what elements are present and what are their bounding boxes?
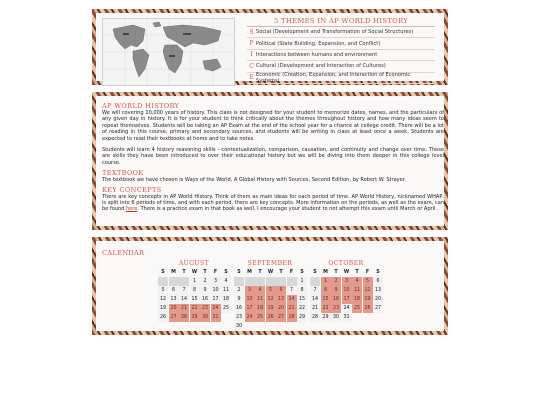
- weekday-header: S: [158, 268, 168, 277]
- calendar-day: 14: [180, 297, 188, 303]
- calendar-day: 2: [234, 286, 244, 295]
- calendar-day: 28: [180, 315, 188, 321]
- calendar-day: 1: [321, 277, 331, 286]
- calendar-day: 30: [332, 315, 340, 321]
- calendar-day: 7: [179, 286, 189, 295]
- calendar-day: 1: [190, 277, 200, 286]
- weekday-header: M: [245, 268, 255, 277]
- calendar-day: 12: [267, 297, 274, 303]
- calendar-day: 7: [287, 286, 297, 295]
- weekday-header: T: [276, 268, 286, 277]
- calendar-day: 3: [245, 286, 255, 295]
- theme-row: [247, 38, 435, 49]
- empty-day: [266, 277, 276, 286]
- calendar-day: 14: [311, 297, 319, 303]
- calendar-day: 22: [298, 306, 306, 312]
- calendar-day: 30: [201, 315, 209, 321]
- empty-day: [245, 277, 255, 286]
- weekday-header: W: [266, 268, 276, 277]
- calendar-day: 22: [322, 306, 329, 312]
- empty-day: [287, 277, 297, 286]
- intro-paragraph-2: Students will learn 4 history reasoning skills - contextualization, comparison, causation, and continuity and change over time. These are skills they have been introduced to over their educational history but we will be diving into them deeper in this college level course.: [102, 147, 444, 166]
- weekday-header: S: [310, 268, 320, 277]
- intro-paragraph-1: We will covering 10,000 years of history. This class is not designed for your student to memorize dates, names, and the particulars of any given day in history. It is for your student to think critically about the themes throughout history and how many ideas seem to repeat themselves. Students will be taking an AP Exam at the end of the school year for a chance at college credit. There will be a lot of reading in this course, primary and secondary sources, and students will be writing in class at least once a week. Students are expected to read their textbooks at home and to take notes.: [102, 110, 444, 142]
- weekday-header: F: [363, 268, 373, 277]
- calendar-day: 13: [170, 297, 177, 303]
- theme-letter: P: [249, 40, 254, 48]
- empty-day: [169, 277, 179, 286]
- theme-text: Cultural (Development and Interaction of Cultures): [256, 63, 386, 70]
- calendar-day: 19: [159, 306, 167, 312]
- weekday-header: W: [190, 268, 200, 277]
- concepts-heading: KEY CONCEPTS: [102, 185, 162, 194]
- weekday-header: T: [179, 268, 189, 277]
- calendar-day: 23: [201, 306, 209, 312]
- theme-letter: C: [249, 62, 254, 70]
- month-name: SEPTEMBER: [247, 260, 293, 267]
- weekday-header: F: [211, 268, 221, 277]
- theme-row: [247, 50, 435, 61]
- calendar-day: 3: [342, 277, 352, 286]
- theme-letter: S: [249, 28, 254, 36]
- month-name: OCTOBER: [328, 260, 364, 267]
- calendar-day: 6: [276, 286, 286, 295]
- empty-day: [158, 277, 168, 286]
- themes-panel: [92, 9, 448, 85]
- calendar-day: 27: [277, 315, 285, 321]
- calendar-day: 19: [267, 306, 274, 312]
- calendar-day: 3: [211, 277, 221, 286]
- calendar-day: 6: [169, 286, 179, 295]
- calendar-day: 24: [212, 306, 219, 312]
- calendar-day: 28: [311, 315, 319, 321]
- calendar-day: 27: [170, 315, 177, 321]
- course-info-panel: [92, 92, 448, 230]
- calendar-day: 13: [277, 297, 285, 303]
- empty-day: [255, 277, 265, 286]
- weekday-header: S: [221, 268, 231, 277]
- calendar-day: 17: [343, 297, 350, 303]
- calendar-day: 13: [374, 287, 382, 293]
- calendar-day: 9: [200, 286, 210, 295]
- calendar-day: 11: [256, 297, 264, 303]
- calendar-day: 29: [322, 315, 329, 321]
- calendar-day: 17: [212, 297, 219, 303]
- weekday-header: M: [169, 268, 179, 277]
- calendar-day: 12: [159, 297, 167, 303]
- calendar-day: 16: [332, 297, 340, 303]
- empty-day: [276, 277, 286, 286]
- calendar-heading: CALENDAR: [102, 249, 145, 257]
- calendar-day: 20: [277, 306, 285, 312]
- calendar-day: 25: [353, 306, 361, 312]
- theme-text: Political (State Building, Expansion, and Conflict): [256, 40, 381, 47]
- calendar-day: 31: [343, 315, 350, 321]
- calendar-day: 4: [221, 277, 231, 286]
- calendar-day: 8: [190, 286, 200, 295]
- calendar-month: [310, 260, 382, 322]
- theme-text: Economic (Creation, Expansion, and Interaction of Economic Systems): [255, 71, 411, 84]
- calendar-day: 10: [343, 287, 350, 293]
- weekday-header: T: [331, 268, 341, 277]
- calendar-day: 18: [256, 306, 264, 312]
- calendar-day: 5: [363, 277, 373, 286]
- calendar-day: 25: [222, 306, 230, 312]
- calendar-day: 28: [288, 315, 295, 321]
- calendar-day: 26: [267, 315, 274, 321]
- calendar-day: 29: [298, 315, 306, 321]
- theme-row: [247, 27, 435, 38]
- theme-text: Interactions between humans and environment: [256, 51, 378, 58]
- theme-letter: E: [249, 74, 254, 82]
- calendar-day: 23: [332, 306, 340, 312]
- calendar-day: 4: [352, 277, 362, 286]
- calendar-day: 11: [222, 287, 230, 293]
- calendar-day: 8: [297, 286, 307, 295]
- calendar-day: 7: [310, 286, 320, 295]
- calendar-day: 9: [331, 286, 341, 295]
- calendar-day: 29: [191, 315, 198, 321]
- month-name: AUGUST: [178, 260, 210, 267]
- calendar-day: 4: [255, 286, 265, 295]
- calendar-day: 21: [311, 306, 319, 312]
- textbook-heading: TEXTBOOK: [102, 169, 144, 178]
- calendar-month: [234, 260, 306, 331]
- calendar-day: 1: [297, 277, 307, 286]
- theme-row: [247, 73, 435, 84]
- calendar-day: 20: [374, 297, 382, 303]
- concepts-text-after: . There is a practice exam in that book as well. I encourage your student to not attempt this exam until March or April.: [137, 206, 438, 213]
- calendar-day: 21: [180, 306, 188, 312]
- textbook-text: The textbook we have chosen is Ways of the World, A Global History with Sources, Second Edition, by Robert W. Strayer.: [102, 177, 406, 184]
- calendar-day: 22: [191, 306, 198, 312]
- calendar-day: 11: [353, 287, 361, 293]
- calendar-day: 12: [364, 287, 371, 293]
- calendar-day: 19: [364, 297, 371, 303]
- calendar-day: 24: [343, 306, 350, 312]
- calendar-day: 20: [170, 306, 177, 312]
- weekday-header: S: [297, 268, 307, 277]
- weekday-header: T: [200, 268, 210, 277]
- calendar-day: 27: [374, 306, 382, 312]
- calendar-day: 2: [200, 277, 210, 286]
- calendar-day: 18: [222, 297, 230, 303]
- calendar-day: 16: [235, 306, 243, 312]
- calendar-panel: [92, 237, 448, 335]
- empty-day: [310, 277, 320, 286]
- calendar-day: 17: [246, 306, 253, 312]
- calendar-day: 14: [288, 297, 295, 303]
- calendar-day: 15: [191, 297, 198, 303]
- calendar-day: 5: [158, 286, 168, 295]
- calendar-day: 18: [353, 297, 361, 303]
- intro-heading: AP WORLD HISTORY: [102, 102, 180, 110]
- empty-day: [234, 277, 244, 286]
- calendar-day: 21: [288, 306, 295, 312]
- theme-text: Social (Development and Transformation of Social Structures): [256, 29, 414, 36]
- calendar-day: 23: [235, 315, 243, 321]
- weekday-header: S: [373, 268, 383, 277]
- weekday-header: T: [352, 268, 362, 277]
- concepts-text: [102, 194, 444, 213]
- calendar-day: 2: [331, 277, 341, 286]
- calendar-day: 31: [212, 315, 219, 321]
- calendar-day: 26: [159, 315, 167, 321]
- weekday-header: F: [287, 268, 297, 277]
- calendar-day: 25: [256, 315, 264, 321]
- empty-day: [179, 277, 189, 286]
- theme-letter: I: [250, 51, 253, 59]
- calendar-day: 5: [266, 286, 276, 295]
- themes-title: 5 THEMES IN AP WORLD HISTORY: [247, 17, 435, 27]
- calendar-day: 30: [235, 324, 243, 330]
- calendar-day: 9: [234, 295, 244, 304]
- calendar-day: 24: [246, 315, 253, 321]
- calendar-day: 8: [321, 286, 331, 295]
- concepts-text-before: There are key concepts in AP World History. Think of them as main ideas for each period of time. AP World History, nicknamed WHAP, is split into 6 periods of time, and with each period, there are key concepts. More information on the periods, as well as the exam, can be found: [102, 193, 444, 213]
- calendar-day: 26: [364, 306, 371, 312]
- calendar-day: 15: [322, 297, 329, 303]
- concepts-link[interactable]: here: [125, 206, 138, 213]
- calendar-day: 16: [201, 297, 209, 303]
- weekday-header: S: [234, 268, 244, 277]
- themes-list: [247, 17, 435, 84]
- world-map-image: [102, 18, 235, 86]
- calendar-day: 15: [298, 297, 306, 303]
- calendar-day: 10: [212, 287, 219, 293]
- weekday-header: M: [321, 268, 331, 277]
- calendar-day: 10: [246, 297, 253, 303]
- weekday-header: W: [342, 268, 352, 277]
- calendar-month: [158, 260, 230, 322]
- weekday-header: T: [255, 268, 265, 277]
- calendar-day: 6: [373, 277, 383, 286]
